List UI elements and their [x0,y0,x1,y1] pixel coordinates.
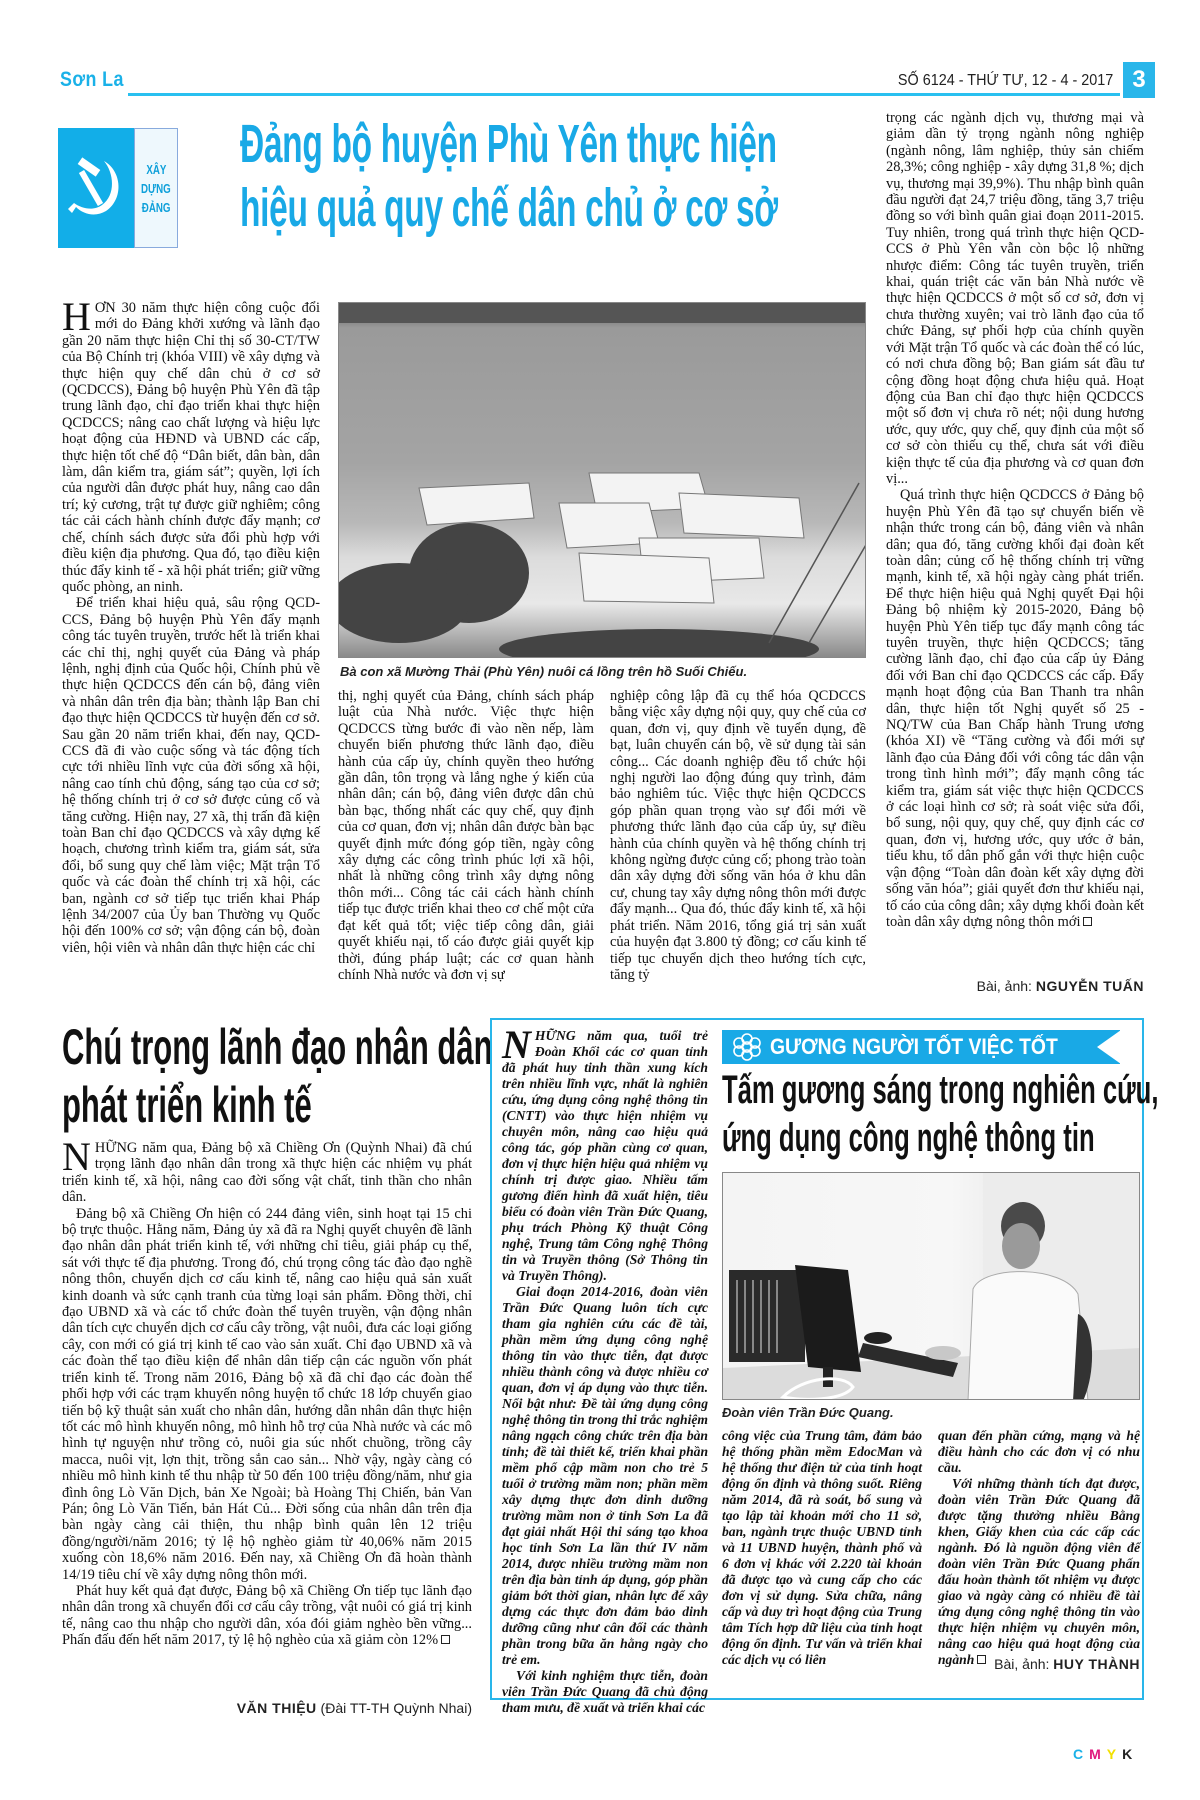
hammer-sickle-icon [58,128,134,248]
paragraph-text: Với những thành tích đạt được, đoàn viên Trần Đức Quang đã được tặng thưởng nhiều Bằng khen, Giấy khen của các cấp các ngành. Đó là nguồn động viên để đoàn viên Trần Đức Quang phấn đấu hoàn thành tốt nhiệm vụ được giao và ngày càng có nhiều đề tài ứng dụng công nghệ thông tin vào thực hiện nhiệm vụ chuyên môn, nâng cao hiệu quả hoạt động của ngành [938,1476,1140,1667]
end-mark-icon [1083,917,1092,926]
article3-headline-line1: Tấm gương sáng trong nghiên cứu, [722,1068,1159,1112]
article3-paragraph: quan đến phần cứng, mạng và hệ điều hành cho các đơn vị có nhu cầu. [938,1428,1140,1475]
article1-headline-line2: hiệu quả quy chế dân chủ ở cơ sở [240,178,778,238]
article1-column-3 [610,688,866,983]
paragraph-text: HỮNG năm qua, tuổi trẻ Đoàn Khối các cơ quan tỉnh đã phát huy tinh thần xung kích trên nhiều lĩnh vực, nhất là nghiên cứu, ứng dụng công nghệ thông tin (CNTT) vào thực hiện nhiệm vụ chuyên môn, nâng cao hiệu quả công tác, góp phần cùng cơ quan, đơn vị thực hiện hiệu quả nhiệm vụ chính trị được giao. Nhiều tấm gương điển hình đã xuất hiện, tiêu biểu có đoàn viên Trần Đức Quang, phụ trách Phòng Kỹ thuật Công nghệ, Trung tâm Công nghệ Thông tin và Truyền thông (Sở Thông tin và Truyền Thông). [502,1028,708,1283]
logo-line-1: XÂY [145,161,167,177]
article3-paragraph [938,1476,1140,1668]
paragraph-text: Quá trình thực hiện QCDCCS ở Đảng bộ huyện Phù Yên đã tạo sự chuyển biến về nhận thức trong cán bộ, đảng viên và nhân dân; qua đó, tăng cường khối đại đoàn kết toàn dân; củng cố hệ thống chính trị vững mạnh, kinh tế, xã hội ngày càng phát triển. Để thực hiện hiệu quả Nghị quyết Đại hội Đảng bộ nhiệm kỳ 2015-2020, Đảng bộ huyện Phù Yên tiếp tục đẩy mạnh công tác tuyên truyền, thực hiện QCDCCS; tăng cường lãnh đạo, chỉ đạo của cấp ủy Đảng đối với Ban chỉ đạo QCDCCS các cấp. Đẩy mạnh hoạt động của Ban Thanh tra nhân dân, thực hiện tốt Nghị quyết số 25 - NQ/TW của Ban Chấp hành Trung ương (khóa XI) về “Tăng cường và đổi mới sự lãnh đạo của Đảng đối với công tác dân vận trong tình hình mới”; đẩy mạnh công tác kiểm tra, giám sát việc thực hiện QCDCCS ở các loại hình cơ sở; rà soát việc sửa đổi, bổ sung, nội quy, quy chế, quy định các cơ quan, đơn vị, hương ước, quy ước ở bản, tiểu khu, tổ dân phố gắn với thực hiện cuộc vận động “Toàn dân đoàn kết xây dựng đời sống văn hóa”; giải quyết đơn thư khiếu nại, tố cáo của công dân; xây dựng khối đoàn kết toàn dân xây dựng nông thôn mới [886,487,1144,930]
article1-headline [240,112,879,240]
cmyk-mark [1073,1746,1138,1762]
masthead-rule [128,93,1120,96]
xay-dung-dang-logo [58,128,178,248]
article1-column-4 [886,110,1144,930]
byline-author: VĂN THIỆU [236,1700,317,1716]
article1-column-1 [62,294,320,956]
fish-cage-photo-caption: Bà con xã Mường Thải (Phù Yên) nuôi cá lồng trên hồ Suối Chiếu. [340,664,748,679]
article2-headline-line2: phát triển kinh tế [62,1077,312,1133]
paragraph-text: ƠN 30 năm thực hiện công cuộc đổi mới do Đảng khởi xướng và lãnh đạo gần 20 năm thực hiện Chỉ thị số 30-CT/TW của Bộ Chính trị (khóa VIII) về xây dựng và thực hiện quy chế dân chủ ở cơ sở (QCDCCS), Đảng bộ huyện Phù Yên đã tập trung lãnh đạo, chỉ đạo triển khai thực hiện QCDCCS; nâng cao chất lượng và hiệu lực hoạt động của HĐND và UBND các cấp, thực hiện tốt chế độ “Dân biết, dân bàn, dân làm, dân kiểm tra, giám sát”; quyền, lợi ích của người dân được phát huy, nâng cao dân trí; kỷ cương, trật tự được giữ nghiêm; công tác cải cách hành chính được đẩy mạnh; cơ chế, chính sách được sửa đổi phù hợp với điều kiện địa phương. Qua đó, tạo điều kiện thúc đẩy kinh tế - xã hội phát triển; giữ vững quốc phòng, an ninh. [62,300,320,595]
byline-author: HUY THÀNH [1053,1656,1140,1672]
article2-byline [62,1700,472,1716]
dropcap: H [62,294,91,339]
article3-column-2 [722,1428,922,1668]
byline-prefix: Bài, ảnh: [976,978,1032,994]
article1-byline [886,978,1144,994]
article1-paragraph: trọng các ngành dịch vụ, thương mại và giảm dần tỷ trọng ngành nông nghiệp (ngành nông, lâm nghiệp, thủy sản chiếm 28,3%; công nghiệp - xây dựng 31,8 %; dịch vụ, thương mại 39,9%). Thu nhập bình quân đầu người đạt 24,7 triệu đồng, tăng 3,7 triệu đồng so với bình quân giai đoạn 2011-2015. Tuy nhiên, trong quá trình thực hiện QCD-CCS ở Phù Yên vẫn còn bộc lộ những nhược điểm: Công tác tuyên truyền, triển khai, quán triệt các văn bản Nhà nước về thực hiện QCDCCS ở một số cơ sở, đơn vị chưa thường xuyên; vai trò lãnh đạo của tổ chức Đảng, sự phối hợp của chính quyền với Mặt trận Tổ quốc và các đoàn thể có lúc, có nơi chưa đồng bộ; Ban giám sát đầu tư cộng đồng hoạt động chưa hiệu quả. Hoạt động của Ban chỉ đạo thực hiện QCDCCS một số đơn vị chưa rõ nét; nội dung hương ước, quy ước, quy chế, quy định của một số cơ sở còn thiếu cụ thể, chưa sát với điều kiện thực tế của địa phương và cơ quan đơn vị... [886,110,1144,487]
flower-icon [728,1032,766,1062]
dropcap: N [502,1022,531,1067]
byline-author: NGUYỄN TUẤN [1035,978,1144,994]
logo-line-2: DỰNG [141,180,171,196]
article1-paragraph [886,487,1144,930]
article2-body [62,1134,472,1649]
section-name: Sơn La [60,68,124,91]
cmyk-m: M [1089,1746,1107,1762]
cmyk-y: Y [1106,1746,1123,1762]
article2-paragraph [62,1583,472,1649]
logo-line-3: ĐẢNG [141,199,171,215]
article3-column-3 [938,1428,1140,1668]
section-banner [722,1030,1120,1064]
article3-paragraph: Với kinh nghiệm thực tiễn, đoàn viên Trần Đức Quang đã chủ động tham mưu, đề xuất và triển khai các [502,1668,708,1715]
masthead [60,68,1155,98]
tran-duc-quang-photo-caption: Đoàn viên Trần Đức Quang. [722,1405,894,1420]
article3-paragraph: công việc của Trung tâm, đảm bảo hệ thống phần mềm EdocMan và hệ thống thư điện tử của tỉnh hoạt động ổn định và thông suốt. Riêng năm 2014, đã rà soát, bổ sung và tạo lập tài khoản mới cho 11 sở, ban, ngành trực thuộc UBND tỉnh và 11 UBND huyện, thành phố và 6 đơn vị khác với 2.220 tài khoản đã được tạo và cung cấp cho các đơn vị sử dụng. Sửa chữa, nâng cấp và duy trì hoạt động của Trung tâm Tích hợp dữ liệu của tỉnh hoạt động ổn định. Tư vấn và triển khai các dịch vụ có liên [722,1428,922,1667]
article2-headline-line1: Chú trọng lãnh đạo nhân dân [62,1019,493,1075]
article3-column-1 [502,1022,708,1716]
byline-source: (Đài TT-TH Quỳnh Nhai) [320,1700,472,1716]
fish-cage-photo [338,302,866,658]
logo-label [134,128,178,248]
banner-notch [1097,1030,1121,1064]
article1-column-2 [338,688,594,983]
article3-paragraph [502,1022,708,1284]
cmyk-c: C [1073,1746,1090,1762]
article3-headline-line2: ứng dụng công nghệ thông tin [722,1116,1095,1160]
article3-headline [722,1066,1159,1162]
banner-title: GƯƠNG NGƯỜI TỐT VIỆC TỐT [770,1034,1058,1059]
article2-paragraph [62,1134,472,1206]
article1-paragraph: thị, nghị quyết của Đảng, chính sách pháp luật của Nhà nước. Việc thực hiện QCDCCS từng bước đi vào nền nếp, làm chuyển biến phương thức lãnh đạo, điều hành của cấp ủy, chính quyền theo hướng gần dân, tôn trọng và lắng nghe ý kiến của nhân dân; cán bộ, đảng viên được dân chủ bàn bạc, thống nhất các quy chế, quy định của cơ quan, đơn vị; nhân dân được bàn bạc quyết định mức đóng góp tiền, ngày công xây dựng các công trình phúc lợi xã hội, nhất là những công trình xây dựng nông thôn mới... Công tác cải cách hành chính tiếp tục được triển khai theo cơ chế một cửa đạt kết quả tốt; việc tiếp công dân, giải quyết khiếu nại, tố cáo được giải quyết kịp thời, đúng pháp luật; các cơ quan hành chính Nhà nước và đơn vị sự [338,688,594,983]
article1-paragraph [62,294,320,595]
dropcap: N [62,1134,91,1179]
article1-headline-line1: Đảng bộ huyện Phù Yên thực hiện [240,114,777,174]
issue-info: SỐ 6124 - THỨ TƯ, 12 - 4 - 2017 [897,72,1113,89]
article3-byline [938,1656,1140,1672]
article3-paragraph: Giai đoạn 2014-2016, đoàn viên Trần Đức Quang luôn tích cực tham gia nghiên cứu các đề tài, phần mềm ứng dụng công nghệ thông tin vào thực tiễn, đạt được nhiều thành công và được nhiều cơ quan, đơn vị áp dụng vào thực tiễn. Nổi bật như: Đề tài ứng dụng công nghệ thông tin trong thi trắc nghiệm nâng ngạch công chức trên địa bàn tỉnh; đề tài thiết kế, triển khai phần mềm phổ cập mầm non cho trẻ 5 tuổi ở trường mầm non; phần mềm xây dựng thực đơn dinh dưỡng trường mầm non ở tỉnh Sơn La đã đạt giải nhất Hội thi sáng tạo khoa học tỉnh Sơn La lần thứ IV năm 2014, được nhiều trường mầm non trên địa bàn tỉnh áp dụng, góp phần giảm bớt thời gian, nhân lực để xây dựng các thực đơn đảm bảo dinh dưỡng cũng như cân đối các thành phần trong bữa ăn hằng ngày cho trẻ em. [502,1284,708,1667]
article1-paragraph: Để triển khai hiệu quả, sâu rộng QCD-CCS, Đảng bộ huyện Phù Yên đẩy mạnh công tác tuyên truyền, trước hết là triển khai các chỉ thị, nghị quyết của Đảng và pháp lệnh, nghị định của Quốc hội, Chính phủ về thực hiện QCDCCS đến cán bộ, đảng viên và nhân dân trên địa bàn; thành lập Ban chỉ đạo thực hiện QCDCCS từ huyện đến cơ sở. Sau gần 20 năm triển khai, đến nay, QCD-CCS đã đi vào cuộc sống và tác động tích cực tới nhiều lĩnh vực của đời sống xã hội, nâng cao tính chủ động, sáng tạo của cơ sở; hệ thống chính trị ở cơ sở được củng cố và tăng cường. Hiện nay, 27 xã, thị trấn đã kiện toàn Ban chỉ đạo QCDCCS và xây dựng kế hoạch, chương trình kiểm tra, giám sát, sửa đổi, bổ sung quy chế làm việc; Mặt trận Tổ quốc và các đoàn thể chính trị xã hội, các ban, ngành cơ sở tiếp tục triển khai Pháp lệnh 34/2007 của Ủy ban Thường vụ Quốc hội đến 100% cơ sở; vận động cán bộ, đoàn viên, hội viên và nhân dân thực hiện các chỉ [62,595,320,956]
paragraph-text: HỮNG năm qua, Đảng bộ xã Chiềng Ơn (Quỳnh Nhai) đã chú trọng lãnh đạo nhân dân trong xã thực hiện các nhiệm vụ phát triển kinh tế, xã hội, nâng cao đời sống vật chất, tinh thần cho nhân dân. [62,1140,472,1206]
article2-paragraph: Đảng bộ xã Chiềng Ơn hiện có 244 đảng viên, sinh hoạt tại 15 chi bộ trực thuộc. Hằng năm, Đảng ủy xã đã ra Nghị quyết chuyên đề lãnh đạo nhân dân phát triển kinh tế, với những chỉ tiêu, giải pháp cụ thể, sát với thực tế địa phương. Trong đó, chú trọng công tác đào đạo nghề nông thôn, chuyển dịch cơ cấu kinh tế, nâng cao hiệu quả sản xuất kinh doanh và sức cạnh tranh của từng loại sản phẩm. Đồng thời, chỉ đạo UBND xã và các tổ chức đoàn thể tuyên truyền, vận động nhân dân tích cực chuyển dịch cơ cấu cây trồng, vật nuôi, đưa các loại giống cây, con mới có giá trị kinh tế cao vào sản xuất. Chỉ đạo UBND xã và các đoàn thể tạo điều kiện để nhân dân tiếp cận các nguồn vốn phát triển kinh tế. Trong năm 2016, Đảng bộ xã đã chỉ đạo các đoàn thể phối hợp với các trạm khuyến nông huyện tổ chức 18 lớp chuyển giao tiến bộ kỹ thuật sản xuất cho nhân dân, hướng dẫn nhân dân thực hiện tốt các mô hình khuyến nông, mô hình hỗ trợ của Nhà nước và các mô hình tự nguyện như trồng cỏ, nuôi gia súc nhốt chuồng, trồng cây macca, nuôi vịt, lợn thịt, trồng sắn cao sản... Nhờ vậy, ngày càng có nhiều mô hình kinh tế thu nhập từ 50 đến 100 triệu đồng/năm, như gia đình ông Lò Văn Dịch, bản Xe Ngoài; bà Hoàng Thị Chiến, bản Van Pán; ông Lò Văn Tiến, bản Hát Củ... Đời sống của nhân dân trên địa bàn ngày càng cải thiện, thu nhập bình quân lên 12 triệu đồng/người/năm 2016; tỷ lệ hộ nghèo giảm từ 40,06% năm 2015 xuống còn 18,6% năm 2016. Đến nay, xã Chiềng Ơn đã hoàn thành 14/19 tiêu chí về xây dựng nông thôn mới. [62,1205,472,1583]
tran-duc-quang-photo [722,1172,1140,1400]
paragraph-text: Phát huy kết quả đạt được, Đảng bộ xã Chiềng Ơn tiếp tục lãnh đạo nhân dân trong xã chuyển đổi cơ cấu cây trồng, vật nuôi có giá trị kinh tế, nâng cao thu nhập cho người dân, xóa đói giảm nghèo bền vững... Phấn đấu đến hết năm 2017, tỷ lệ hộ nghèo của xã giảm còn 12% [62,1582,472,1649]
article1-paragraph: nghiệp công lập đã cụ thể hóa QCDCCS bằng việc xây dựng nội quy, quy chế của cơ quan, đơn vị, quy định về tuyển dụng, đề bạt, luân chuyển cán bộ, về sử dụng tài sản công... Các doanh nghiệp đều tổ chức hội nghị người lao động đúng quy trình, đảm bảo nghiêm túc. Việc thực hiện QCDCCS góp phần quan trọng vào sự đổi mới về phương thức lãnh đạo của cấp ủy, sự điều hành của chính quyền và hệ thống chính trị không ngừng được củng cố; phong trào toàn dân xây dựng đời sống văn hóa ở khu dân cư, chung tay xây dựng nông thôn mới được đẩy mạnh... Qua đó, thúc đẩy kinh tế, xã hội phát triển. Năm 2016, tổng giá trị sản xuất của huyện đạt 3.800 tỷ đồng; cơ cấu kinh tế tiếp tục chuyển dịch theo hướng tích cực, tăng tỷ [610,688,866,983]
article2-headline [62,1018,493,1134]
page-number: 3 [1123,62,1155,98]
byline-prefix: Bài, ảnh: [994,1656,1050,1672]
end-mark-icon [441,1635,450,1644]
cmyk-k: K [1122,1746,1139,1762]
